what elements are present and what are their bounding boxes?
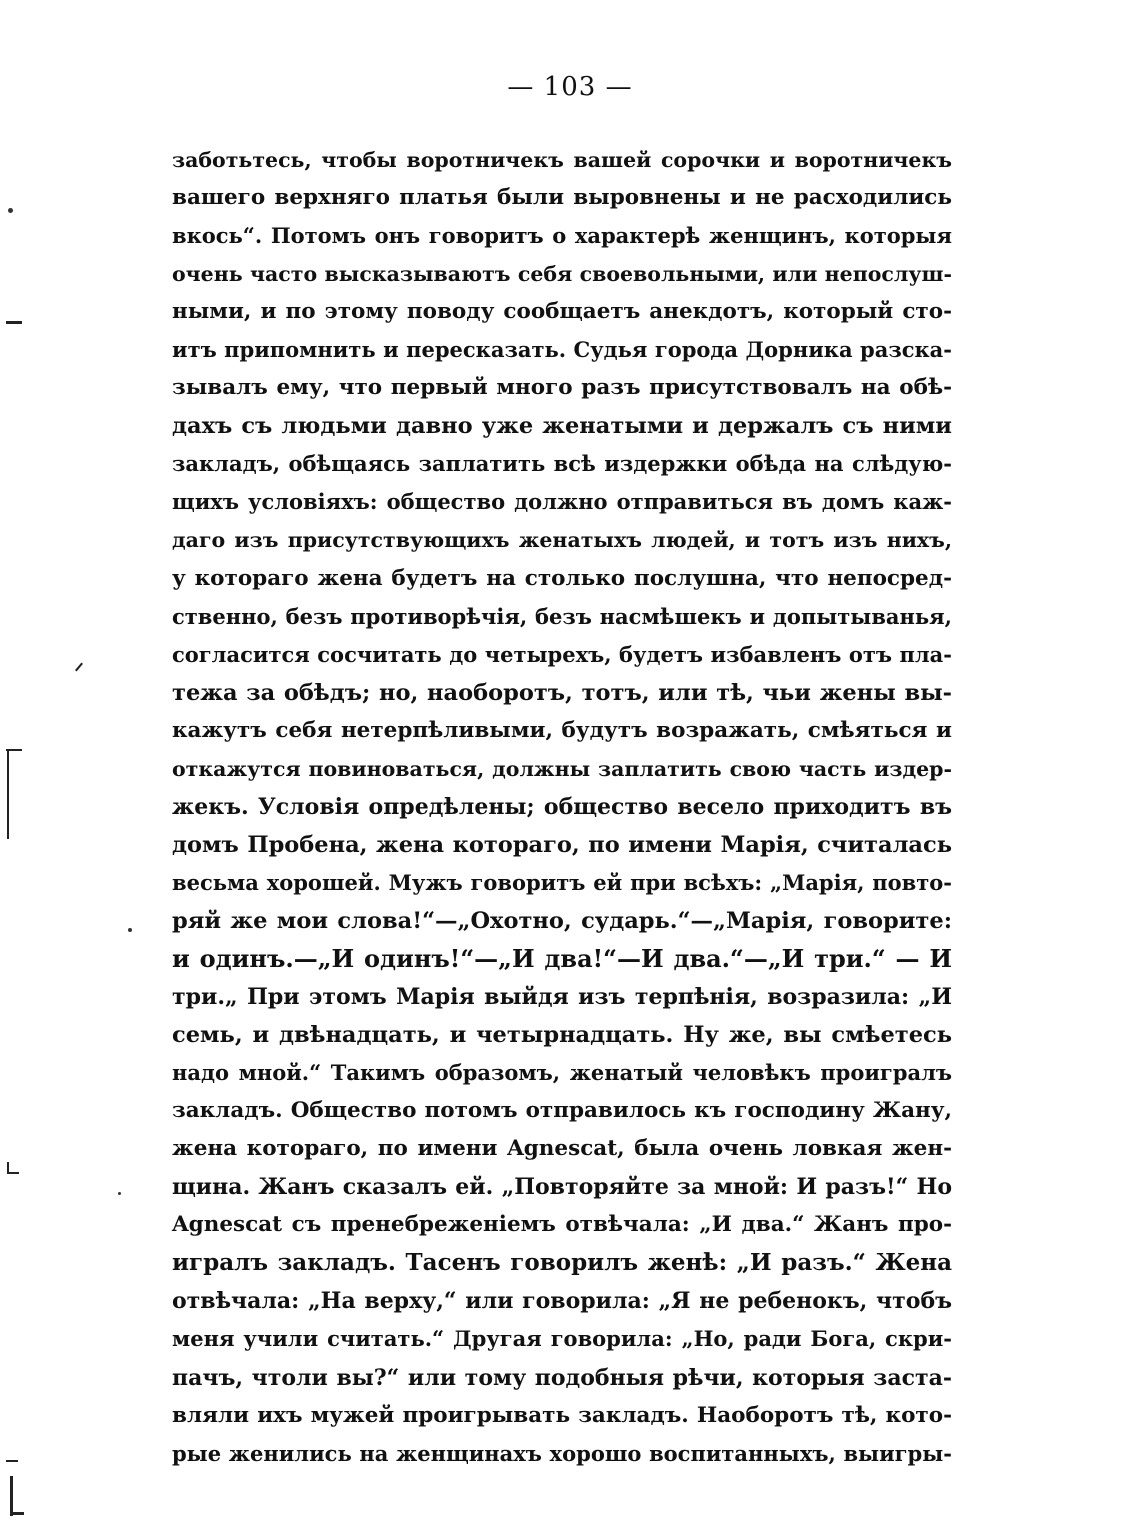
text-line: рые женились на женщинахъ хорошо воспитанныхъ, выигры- [172, 1440, 952, 1466]
text-line: закладъ, обѣщаясь заплатить всѣ издержки обѣда на слѣдую- [172, 451, 952, 477]
text-line: домъ Пробена, жена котораго, по имени Марія, считалась [172, 831, 952, 858]
text-line: отвѣчала: „На верху,“ или говорила: „Я не ребенокъ, чтобъ [172, 1288, 952, 1315]
text-line: семь, и двѣнадцать, и четырнадцать. Ну же, вы смѣетесь [172, 1022, 952, 1049]
scan-mark [10, 1512, 24, 1515]
text-line: пачъ, чтоли вы?“ или тому подобныя рѣчи, которыя заста- [172, 1364, 952, 1391]
scan-mark [75, 663, 83, 672]
scan-mark [6, 321, 22, 324]
text-line: весьма хорошей. Мужъ говоритъ ей при всѣхъ: „Марія, повто- [172, 869, 952, 895]
text-line: Agnescat съ пренебреженіемъ отвѣчала: „И два.“ Жанъ про- [172, 1212, 952, 1238]
scan-mark [7, 749, 9, 839]
text-line: жена котораго, по имени Agnescat, была очень ловкая жен- [172, 1136, 952, 1162]
page-number: — 103 — [507, 72, 633, 102]
text-line: вкось“. Потомъ онъ говоритъ о характерѣ женщинъ, которыя [172, 223, 952, 249]
text-line: зывалъ ему, что первый много разъ присутствовалъ на обѣ- [172, 375, 952, 401]
text-line: тежа за обѣдъ; но, наоборотъ, тотъ, или тѣ, чьи жены вы- [172, 679, 952, 706]
text-line: дахъ съ людьми давно уже женатыми и держалъ съ ними [172, 413, 952, 440]
text-line: очень часто высказываютъ себя своевольными, или непослуш- [172, 262, 952, 287]
text-line: ственно, безъ противорѣчія, безъ насмѣшекъ и допытыванья, [172, 603, 952, 629]
scan-mark [6, 1460, 18, 1462]
text-line: закладъ. Общество потомъ отправилось къ господину Жану, [172, 1098, 952, 1124]
text-line: три.„ При этомъ Марія выйдя изъ терпѣнія, возразила: „И [172, 984, 952, 1011]
text-line: ряй же мои слова!“—„Охотно, сударь.“—„Марія, говорите: [172, 907, 952, 934]
text-line: даго изъ присутствующихъ женатыхъ людей, и тотъ изъ нихъ, [172, 528, 952, 553]
text-line: согласится сосчитать до четырехъ, будетъ избавленъ отъ пла- [172, 641, 952, 667]
scan-mark [7, 1172, 19, 1174]
text-line: щина. Жанъ сказалъ ей. „Повторяйте за мной: И разъ!“ Но [172, 1174, 952, 1201]
scan-mark [10, 1476, 13, 1516]
text-line: вашего верхняго платья были выровнены и не расходились [172, 185, 952, 211]
text-line: щихъ условіяхъ: общество должно отправиться въ домъ каж- [172, 489, 952, 515]
text-line: ными, и по этому поводу сообщаетъ анекдотъ, который сто- [172, 299, 952, 325]
scan-speck [8, 208, 13, 213]
text-line: игралъ закладъ. Тасенъ говорилъ женѣ: „И разъ.“ Жена [172, 1249, 952, 1277]
text-line: заботьтесь, чтобы воротничекъ вашей сорочки и воротничекъ [172, 148, 952, 172]
text-line: кажутъ себя нетерпѣливыми, будутъ возражать, смѣяться и [172, 717, 952, 743]
text-line: вляли ихъ мужей проигрывать закладъ. Наоборотъ тѣ, кото- [172, 1402, 952, 1428]
text-line: жекъ. Условія опредѣлены; общество весело приходитъ въ [172, 793, 952, 820]
body-text [172, 141, 952, 1473]
text-line: и одинъ.—„И одинъ!“—„И два!“—И два.“—„И три.“ — И [172, 943, 952, 973]
text-line: откажутся повиноваться, должны заплатить свою часть издер- [172, 756, 952, 781]
text-line: итъ припомнить и пересказать. Судья города Дорника разска- [172, 337, 952, 363]
text-line: у котораго жена будетъ на столько послушна, что непосред- [172, 565, 952, 591]
scan-speck [118, 1192, 121, 1195]
scan-speck [128, 928, 132, 932]
text-line: меня учили считать.“ Другая говорила: „Но, ради Бога, скри- [172, 1326, 952, 1352]
text-line: надо мной.“ Такимъ образомъ, женатый человѣкъ проигралъ [172, 1060, 952, 1086]
